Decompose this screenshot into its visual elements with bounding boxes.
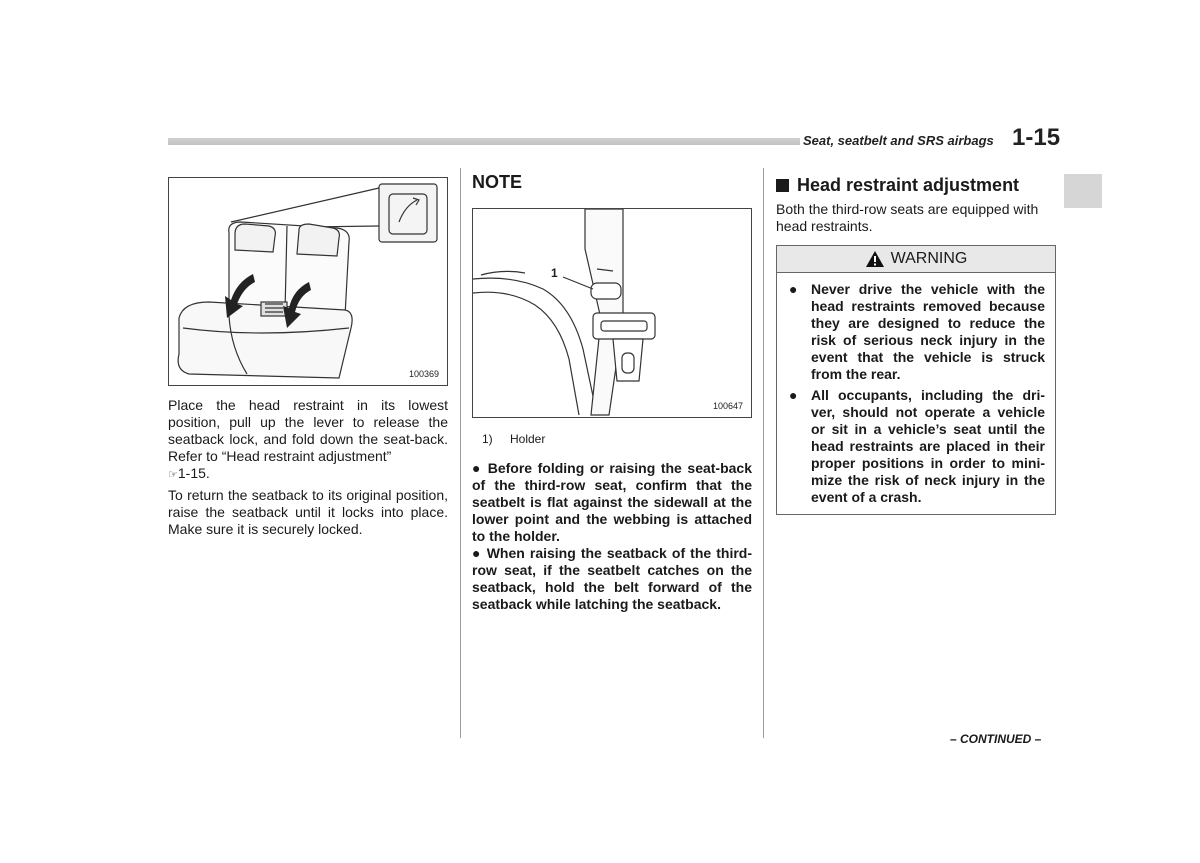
figure-id: 100647: [712, 401, 743, 411]
warning-box: [776, 245, 1056, 515]
column-divider: [763, 168, 764, 738]
warning-body: [777, 273, 1055, 514]
return-instructions: To return the seatback to its original position, raise the seatback until it locks into place. Make sure it is securely locked.: [168, 487, 448, 537]
seatbelt-holder-illustration: [472, 208, 752, 418]
right-column: [776, 172, 1056, 515]
page-reference-icon: ☞: [168, 469, 178, 481]
page-number: 1-15: [1012, 124, 1061, 151]
note-bullet-text: When raising the seatback of the third-row seat, if the seatbelt catches on the seatback, hold the belt forward of the seatback while latching the seatback.: [472, 545, 752, 612]
seat-fold-illustration: [168, 177, 448, 386]
warning-banner: [777, 246, 1055, 273]
warning-label: WARNING: [890, 250, 968, 267]
column-divider: [460, 168, 461, 738]
warning-item: [787, 281, 1045, 383]
note-bullets: [472, 460, 752, 613]
note-bullet-item: [472, 460, 752, 545]
warning-item-text: Never drive the vehicle with the head restraints removed because they are designed to reduce the risk of serious neck injury in the event that the vehicle is struck from the rear.: [811, 281, 1045, 382]
figure-caption: [472, 432, 752, 446]
holder-callout: 1: [551, 266, 558, 280]
continued-label: – CONTINUED –: [950, 732, 1042, 746]
header-bar: [168, 138, 800, 145]
warning-triangle-icon: [865, 250, 885, 268]
page-reference-link[interactable]: 1-15.: [177, 465, 210, 481]
fold-instructions: [168, 397, 448, 484]
section-heading-text: Head restraint adjustment: [797, 175, 1020, 195]
caption-number: 1): [482, 432, 493, 446]
section-intro: Both the third-row seats are equipped with head restraints.: [776, 201, 1039, 234]
note-bullet-item: [472, 545, 752, 613]
chapter-tab: [1064, 174, 1102, 208]
bullet-dot-icon: ●: [789, 387, 798, 403]
figure-id: 100369: [408, 369, 439, 379]
caption-text: Holder: [510, 432, 546, 446]
bullet-dot-icon: ●: [472, 545, 482, 561]
note-bullet-text: Before folding or raising the seat-back of the third-row seat, confirm that the seatbelt is flat against the sidewall at the lower point and the webbing is attached to the holder.: [472, 460, 752, 544]
warning-item-text: All occupants, including the dri-ver, should not operate a vehicle or sit in a vehicle’s seat until the head restraints are placed in their proper positions in order to mini-mize the risk of neck injury in the event of a crash.: [811, 387, 1045, 505]
bullet-dot-icon: ●: [472, 460, 483, 476]
fold-instructions-text: Place the head restraint in its lowest position, pull up the lever to release the seatback lock, and fold down the seat-back. Refer to “Head restraint adjustment”: [168, 397, 448, 464]
left-column: [168, 177, 448, 538]
warning-item: [787, 387, 1045, 506]
folding-seat-drawing: [169, 178, 447, 385]
seatbelt-holder-drawing: [473, 209, 751, 417]
note-heading: NOTE: [472, 172, 523, 192]
bullet-dot-icon: ●: [789, 281, 798, 297]
section-title: Seat, seatbelt and SRS airbags: [803, 133, 994, 148]
middle-column: [472, 170, 752, 613]
section-heading: [776, 172, 1056, 198]
square-bullet-icon: [776, 179, 789, 192]
